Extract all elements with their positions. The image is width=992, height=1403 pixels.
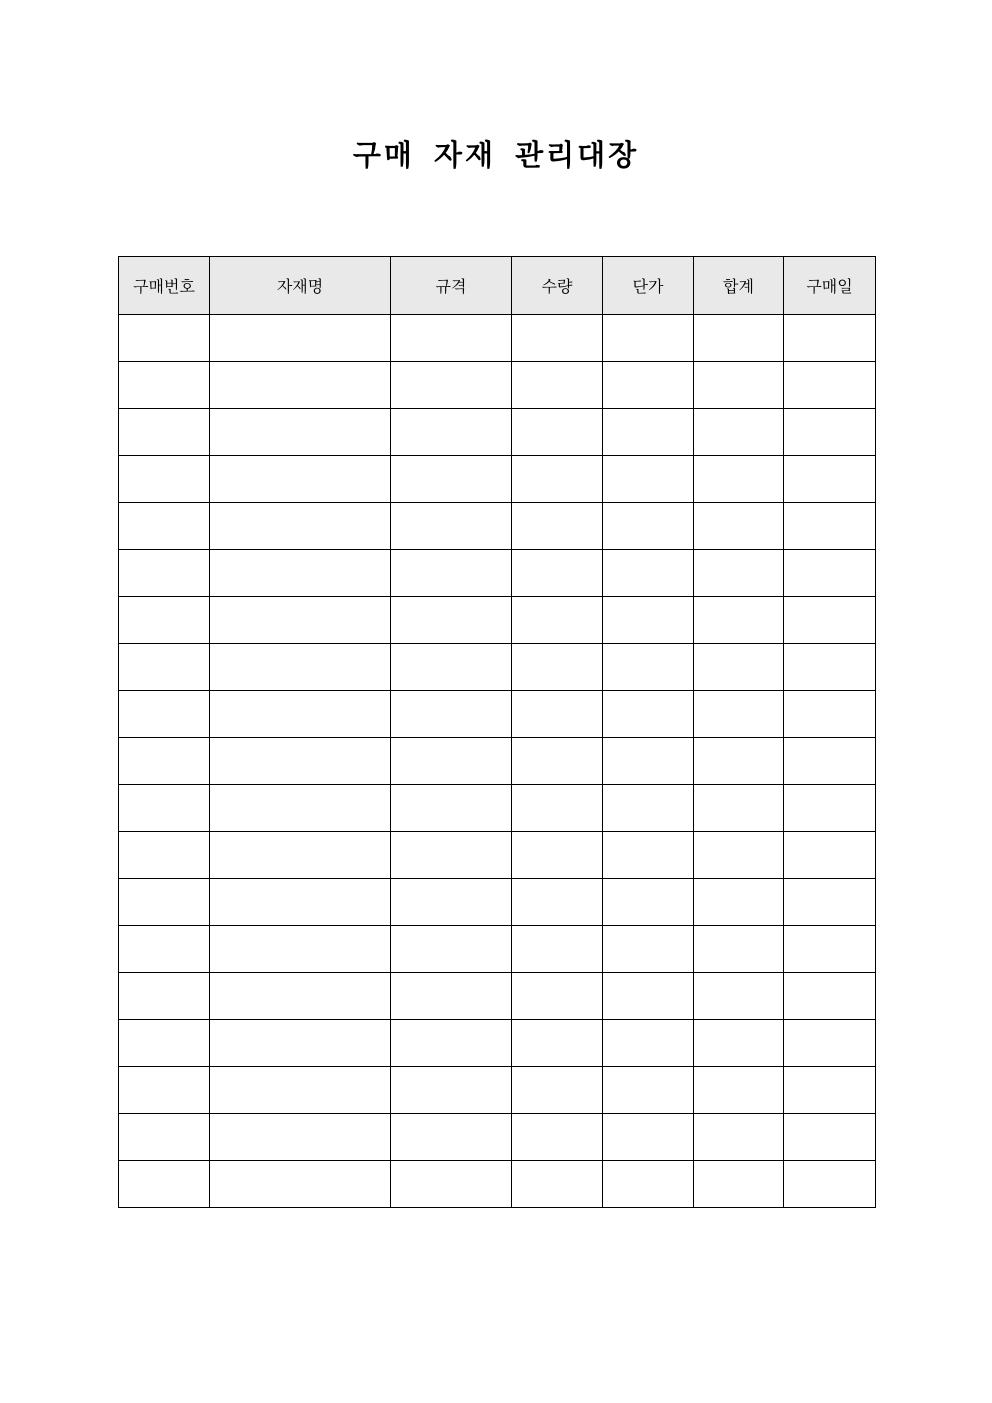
table-cell[interactable] [210,503,391,550]
table-cell[interactable] [119,503,210,550]
table-cell[interactable] [391,315,512,362]
table-cell[interactable] [210,315,391,362]
table-cell[interactable] [784,785,876,832]
table-cell[interactable] [784,926,876,973]
table-cell[interactable] [784,503,876,550]
table-cell[interactable] [391,1020,512,1067]
table-cell[interactable] [694,926,784,973]
table-cell[interactable] [784,1067,876,1114]
table-cell[interactable] [210,597,391,644]
table-row [119,1067,876,1114]
table-cell[interactable] [603,409,694,456]
table-cell[interactable] [391,785,512,832]
table-cell[interactable] [512,1114,603,1161]
table-cell[interactable] [784,832,876,879]
table-row [119,738,876,785]
table-row [119,456,876,503]
column-header-quantity: 수량 [512,257,603,315]
table-cell[interactable] [119,738,210,785]
table-cell[interactable] [391,644,512,691]
table-cell[interactable] [119,362,210,409]
table-header [119,257,876,315]
table-row [119,362,876,409]
table-row [119,1114,876,1161]
table-cell[interactable] [210,832,391,879]
table-cell[interactable] [784,1161,876,1208]
table-cell[interactable] [603,362,694,409]
table-cell[interactable] [119,644,210,691]
table-row [119,1161,876,1208]
table-cell[interactable] [210,738,391,785]
table-cell[interactable] [210,1067,391,1114]
table-cell[interactable] [784,879,876,926]
table-cell[interactable] [391,503,512,550]
table-cell[interactable] [391,1114,512,1161]
table-cell[interactable] [210,973,391,1020]
table-cell[interactable] [603,1161,694,1208]
table-cell[interactable] [119,926,210,973]
table-cell[interactable] [391,456,512,503]
column-header-purchase-number: 구매번호 [119,257,210,315]
column-header-material-name: 자재명 [210,257,391,315]
table-cell[interactable] [391,409,512,456]
table-cell[interactable] [119,550,210,597]
table-cell[interactable] [512,738,603,785]
table-cell[interactable] [210,409,391,456]
column-header-unit-price: 단가 [603,257,694,315]
table-cell[interactable] [512,973,603,1020]
table-row [119,1020,876,1067]
table-cell[interactable] [694,785,784,832]
column-header-specification: 규격 [391,257,512,315]
table-cell[interactable] [391,550,512,597]
table-cell[interactable] [784,409,876,456]
column-header-purchase-date: 구매일 [784,257,876,315]
table-cell[interactable] [694,456,784,503]
table-cell[interactable] [119,973,210,1020]
table-row [119,409,876,456]
table-cell[interactable] [119,315,210,362]
table-cell[interactable] [119,597,210,644]
table-cell[interactable] [512,644,603,691]
table-cell[interactable] [694,550,784,597]
table-cell[interactable] [512,456,603,503]
table-row [119,832,876,879]
header-row [119,257,876,315]
table-cell[interactable] [694,1161,784,1208]
table-cell[interactable] [512,1161,603,1208]
table-cell[interactable] [119,1114,210,1161]
table-cell[interactable] [512,550,603,597]
table-cell[interactable] [603,550,694,597]
table-cell[interactable] [694,1114,784,1161]
table-cell[interactable] [391,879,512,926]
table-cell[interactable] [694,597,784,644]
table-cell[interactable] [210,644,391,691]
table-cell[interactable] [119,785,210,832]
table-cell[interactable] [603,879,694,926]
table-row [119,644,876,691]
purchase-ledger-table [118,256,876,1208]
table-row [119,315,876,362]
table-cell[interactable] [694,738,784,785]
table-cell[interactable] [210,1161,391,1208]
table-cell[interactable] [784,362,876,409]
table-cell[interactable] [512,691,603,738]
column-header-total: 합계 [694,257,784,315]
table-cell[interactable] [603,785,694,832]
table-cell[interactable] [603,738,694,785]
table-cell[interactable] [119,1020,210,1067]
table-cell[interactable] [210,456,391,503]
table-cell[interactable] [210,691,391,738]
table-cell[interactable] [603,1067,694,1114]
table-row [119,879,876,926]
table-cell[interactable] [210,362,391,409]
table-cell[interactable] [210,1020,391,1067]
table-body [119,315,876,1208]
table-cell[interactable] [119,456,210,503]
table-cell[interactable] [694,973,784,1020]
table-cell[interactable] [512,926,603,973]
table-cell[interactable] [603,1020,694,1067]
table-cell[interactable] [784,315,876,362]
table-cell[interactable] [391,832,512,879]
table-cell[interactable] [512,785,603,832]
table-row [119,550,876,597]
table-row [119,503,876,550]
table-cell[interactable] [603,926,694,973]
table-cell[interactable] [694,315,784,362]
table-cell[interactable] [512,597,603,644]
table-cell[interactable] [512,1020,603,1067]
table-cell[interactable] [391,691,512,738]
table-row [119,926,876,973]
table-cell[interactable] [603,644,694,691]
table-cell[interactable] [119,1161,210,1208]
table-cell[interactable] [694,362,784,409]
table-cell[interactable] [603,315,694,362]
table-row [119,691,876,738]
table-cell[interactable] [603,691,694,738]
table-cell[interactable] [694,503,784,550]
table-cell[interactable] [784,973,876,1020]
table-cell[interactable] [210,926,391,973]
table-cell[interactable] [210,1114,391,1161]
table-cell[interactable] [512,409,603,456]
table-cell[interactable] [210,879,391,926]
table-cell[interactable] [603,832,694,879]
table-cell[interactable] [210,785,391,832]
table-cell[interactable] [210,550,391,597]
table-cell[interactable] [603,1114,694,1161]
table-cell[interactable] [784,644,876,691]
table-row [119,597,876,644]
table-cell[interactable] [119,409,210,456]
table-cell[interactable] [784,597,876,644]
table-cell[interactable] [391,362,512,409]
table-cell[interactable] [512,832,603,879]
table-cell[interactable] [512,503,603,550]
table-cell[interactable] [603,503,694,550]
table-cell[interactable] [391,1067,512,1114]
page-title: 구매 자재 관리대장 [352,138,640,172]
table-cell[interactable] [784,1114,876,1161]
table-cell[interactable] [784,738,876,785]
table-cell[interactable] [694,1020,784,1067]
table-cell[interactable] [119,879,210,926]
table-cell[interactable] [512,1067,603,1114]
table-cell[interactable] [119,1067,210,1114]
table-cell[interactable] [512,315,603,362]
table-row [119,973,876,1020]
table-cell[interactable] [603,456,694,503]
table-cell[interactable] [391,738,512,785]
table-cell[interactable] [784,456,876,503]
table-cell[interactable] [603,597,694,644]
table-cell[interactable] [391,1161,512,1208]
table-cell[interactable] [119,832,210,879]
table-cell[interactable] [694,1067,784,1114]
table-cell[interactable] [119,691,210,738]
table-cell[interactable] [694,409,784,456]
table-cell[interactable] [784,550,876,597]
table-cell[interactable] [512,362,603,409]
table-cell[interactable] [391,597,512,644]
table-cell[interactable] [694,644,784,691]
table-cell[interactable] [391,926,512,973]
table-cell[interactable] [391,973,512,1020]
table-cell[interactable] [784,1020,876,1067]
table-cell[interactable] [694,879,784,926]
table-cell[interactable] [603,973,694,1020]
table-cell[interactable] [784,691,876,738]
table-cell[interactable] [512,879,603,926]
table-row [119,785,876,832]
table-cell[interactable] [694,832,784,879]
table-cell[interactable] [694,691,784,738]
